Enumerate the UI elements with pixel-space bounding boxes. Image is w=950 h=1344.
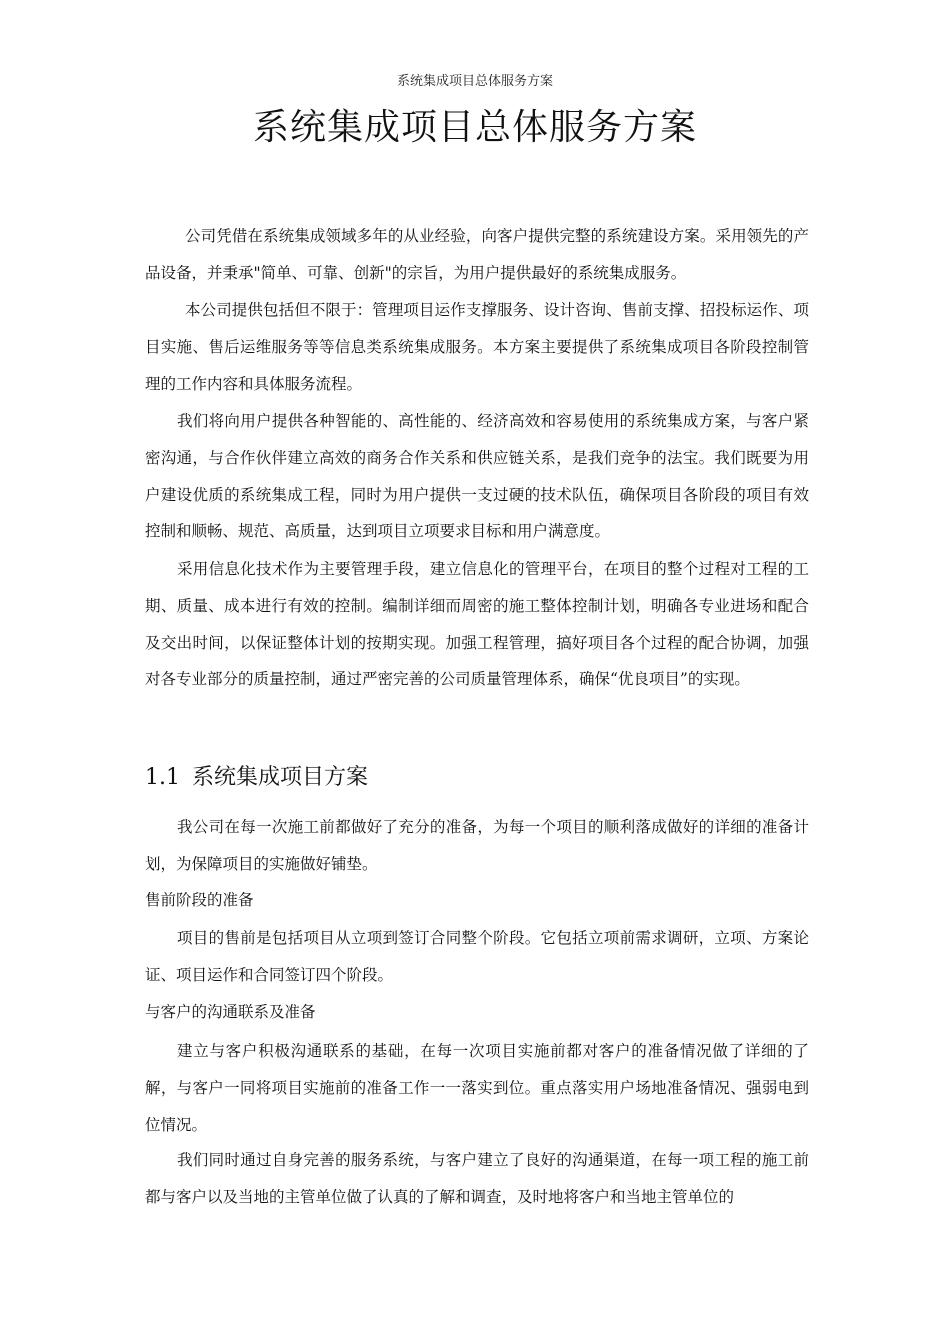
section-paragraph-3: 建立与客户积极沟通联系的基础，在每一次项目实施前都对客户的准备情况做了详细的了解，与客户一同将项目实施前的准备工作一一落实到位。重点落实用户场地准备情况、强弱电到位情况。: [145, 1042, 809, 1134]
intro-paragraph-2: 本公司提供包括但不限于：管理项目运作支撑服务、设计咨询、售前支撑、招投标运作、项目实施、售后运维服务等等信息类系统集成服务。本方案主要提供了系统集成项目各阶段控制管理的工作内容和具体服务流程。: [145, 301, 809, 393]
section-paragraph-1: 我公司在每一次施工前都做好了充分的准备，为每一个项目的顺利落成做好的详细的准备计划，为保障项目的实施做好铺垫。: [145, 818, 809, 873]
section-paragraph-2: 项目的售前是包括项目从立项到签订合同整个阶段。它包括立项前需求调研，立项、方案论证、项目运作和合同签订四个阶段。: [145, 929, 809, 984]
section-heading: [145, 758, 368, 798]
running-header: 系统集成项目总体服务方案: [396, 74, 553, 89]
section-title: 系统集成项目方案: [192, 765, 369, 790]
intro-paragraph-4: 采用信息化技术作为主要管理手段，建立信息化的管理平台，在项目的整个过程对工程的工期、质量、成本进行有效的控制。编制详细而周密的施工整体控制计划，明确各专业进场和配合及交出时间，以保证整体计划的按期实现。加强工程管理，搞好项目各个过程的配合协调，加强对各专业部分的质量控制，通过严密完善的公司质量管理体系，确保“优良项目”的实现。: [145, 560, 809, 689]
subheading-presales: 售前阶段的准备: [145, 891, 254, 909]
intro-paragraph-3: 我们将向用户提供各种智能的、高性能的、经济高效和容易使用的系统集成方案，与客户紧密沟通，与合作伙伴建立高效的商务合作关系和供应链关系，是我们竞争的法宝。我们既要为用户建设优质的系统集成工程，同时为用户提供一支过硬的技术队伍，确保项目各阶段的项目有效控制和顺畅、规范、高质量，达到项目立项要求目标和用户满意度。: [145, 412, 809, 541]
section-paragraph-4: 我们同时通过自身完善的服务系统，与客户建立了良好的沟通渠道，在每一项工程的施工前都与客户以及当地的主管单位做了认真的了解和调查，及时地将客户和当地主管单位的: [145, 1151, 809, 1206]
document-title: 系统集成项目总体服务方案: [252, 107, 697, 148]
subheading-customer-communication: 与客户的沟通联系及准备: [145, 1003, 316, 1021]
section-number: 1.1: [145, 765, 180, 790]
intro-paragraph-1: 公司凭借在系统集成领域多年的从业经验，向客户提供完整的系统建设方案。采用领先的产品设备，并秉承"简单、可靠、创新"的宗旨，为用户提供最好的系统集成服务。: [145, 227, 809, 282]
